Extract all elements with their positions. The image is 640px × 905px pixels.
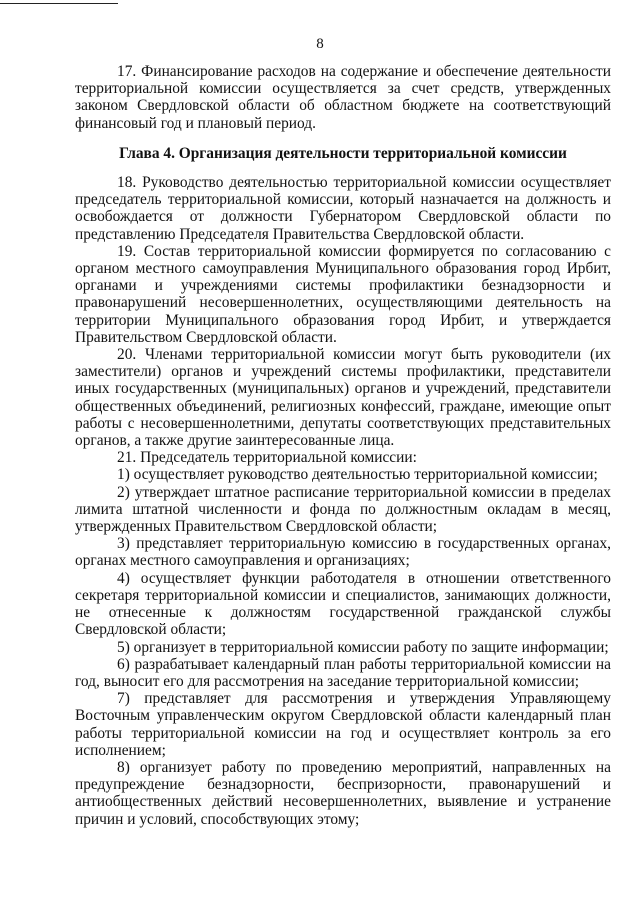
list-item-21-7: 7) представляет для рассмотрения и утверждения Управляющему Восточным управленческим округом Свердловской области календарный план работы территориальной комиссии на год и осуществляет контроль за его исполнением; bbox=[75, 690, 611, 759]
list-item-21-3: 3) представляет территориальную комиссию в государственных органах, органах местного самоуправления и организациях; bbox=[75, 535, 611, 570]
document-body bbox=[75, 63, 611, 828]
list-item-21-5: 5) организует в территориальной комиссии работу по защите информации; bbox=[117, 638, 609, 656]
list-item-21-1: 1) осуществляет руководство деятельностью территориальной комиссии; bbox=[117, 466, 598, 484]
page-number: 8 bbox=[316, 36, 324, 52]
paragraph-19: 19. Состав территориальной комиссии формируется по согласованию с органом местного самоуправления Муниципального образования город Ирбит, органами и учреждениями системы профилактики безнадзорности и правонарушений несовершеннолетних, осуществляющими деятельность на территории Муниципального образования город Ирбит, и утверждается Правительством Свердловской области. bbox=[75, 242, 611, 346]
list-item-21-8: 8) организует работу по проведению мероприятий, направленных на предупреждение безнадзорности, беспризорности, правонарушений и антиобщественных действий несовершеннолетних, выявление и устранение причин и условий, способствующих этому; bbox=[75, 758, 611, 828]
paragraph-21-intro: 21. Председатель территориальной комиссии: bbox=[117, 449, 417, 467]
paragraph-17: 17. Финансирование расходов на содержание и обеспечение деятельности территориальной комиссии осуществляется за счет средств, утвержденных законом Свердловской области об областном бюджете на соответствующий финансовый год и плановый период. bbox=[75, 63, 611, 132]
list-item-21-2: 2) утверждает штатное расписание территориальной комиссии в пределах лимита штатной численности и фонда по должностным окладам в месяц, утвержденных Правительством Свердловской области; bbox=[75, 483, 611, 536]
paragraph-18: 18. Руководство деятельностью территориальной комиссии осуществляет председатель территориальной комиссии, который назначается на должность и освобождается от должности Губернатором Свердловской области по представлению Председателя Правительства Свердловской области. bbox=[75, 174, 611, 243]
list-item-21-4: 4) осуществляет функции работодателя в отношении ответственного секретаря территориальной комиссии и специалистов, занимающих должности, не отнесенные к должностям государственной гражданской службы Свердловской области; bbox=[75, 569, 611, 639]
paragraph-20: 20. Членами территориальной комиссии могут быть руководители (их заместители) органов и учреждений системы профилактики, представители иных государственных (муниципальных) органов и учреждений, представители общественных объединений, религиозных конфессий, граждане, имеющие опыт работы с несовершеннолетними, депутаты соответствующих представительных органов, а также другие заинтересованные лица. bbox=[75, 346, 611, 450]
header-rule bbox=[0, 3, 118, 4]
chapter-4-title: Глава 4. Организация деятельности территориальной комиссии bbox=[119, 144, 567, 162]
list-item-21-6: 6) разрабатывает календарный план работы территориальной комиссии на год, выносит его для рассмотрения на заседание территориальной комиссии; bbox=[75, 655, 611, 690]
